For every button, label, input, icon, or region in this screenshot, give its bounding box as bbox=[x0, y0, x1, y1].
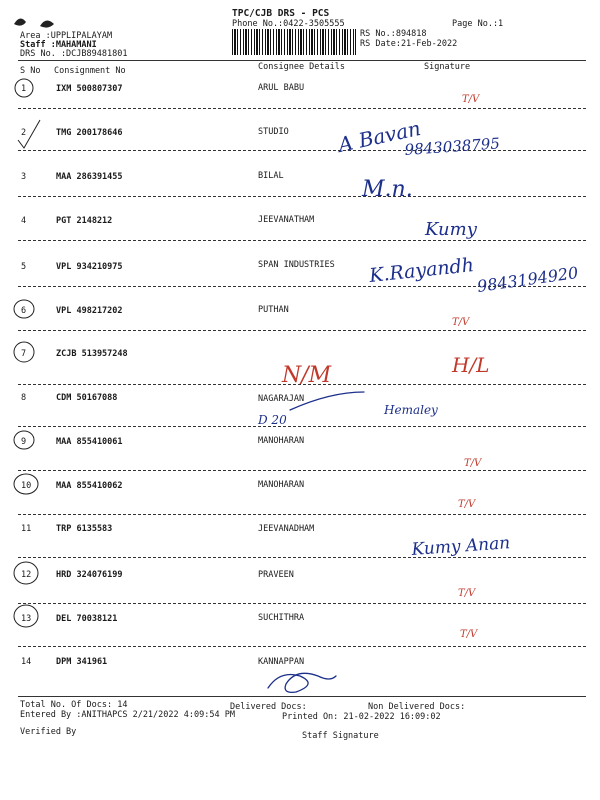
tv-mark: T/V bbox=[460, 629, 478, 640]
tv-mark: T/V bbox=[452, 317, 470, 328]
non-delivered-docs: Non Delivered Docs: bbox=[368, 702, 466, 712]
row-sno: 5 bbox=[21, 262, 27, 272]
delivered-docs: Delivered Docs: bbox=[230, 702, 307, 712]
tv-mark: T/V bbox=[462, 94, 480, 105]
row-consignment: TRP 6135583 bbox=[56, 524, 113, 534]
row-consignee: JEEVANATHAM bbox=[258, 215, 315, 225]
row-sno: 6 bbox=[21, 306, 27, 316]
row-consignment: MAA 855410061 bbox=[56, 437, 123, 447]
row-consignee: PUTHAN bbox=[258, 305, 289, 315]
row-consignee: SUCHITHRA bbox=[258, 613, 305, 623]
row-consignee: BILAL bbox=[258, 171, 284, 181]
remark-row-7-left: N/M bbox=[282, 363, 332, 388]
page-number: Page No.:1 bbox=[452, 19, 504, 29]
signature-row-5: K.Rayandh bbox=[368, 254, 475, 287]
row-sno: 3 bbox=[21, 172, 27, 182]
remark-row-7-right: H/L bbox=[452, 353, 490, 377]
phone-row-5: 9843194920 bbox=[475, 262, 580, 296]
tv-mark: T/V bbox=[458, 499, 476, 510]
row-sno: 10 bbox=[21, 481, 32, 491]
row-consignee: SPAN INDUSTRIES bbox=[258, 260, 335, 270]
document-title: TPC/CJB DRS - PCS bbox=[232, 8, 330, 19]
row-consignment: HRD 324076199 bbox=[56, 570, 123, 580]
row-consignment: IXM 500807307 bbox=[56, 84, 123, 94]
row-consignee: ARUL BABU bbox=[258, 83, 305, 93]
row-sno: 7 bbox=[21, 349, 27, 359]
tv-mark: T/V bbox=[458, 588, 476, 599]
row-consignee: MANOHARAN bbox=[258, 436, 305, 446]
row-circle-mark bbox=[14, 431, 34, 449]
row-sno: 9 bbox=[21, 437, 27, 447]
col-consignment: Consignment No bbox=[54, 66, 126, 76]
row-consignment: ZCJB 513957248 bbox=[56, 349, 128, 359]
rs-date: RS Date:21-Feb-2022 bbox=[360, 39, 458, 49]
staff-field: Staff :MAHAMANI bbox=[20, 40, 97, 50]
row-sno: 1 bbox=[21, 84, 27, 94]
signature-row-8: Hemaley bbox=[384, 403, 438, 417]
row-circle-mark bbox=[15, 79, 33, 97]
area-field: Area :UPPLIPALAYAM bbox=[20, 31, 113, 41]
date-row-8: D 20 bbox=[258, 413, 287, 427]
row-sno: 13 bbox=[21, 614, 32, 624]
row-consignment: VPL 498217202 bbox=[56, 306, 123, 316]
verified-by: Verified By bbox=[20, 727, 77, 737]
total-docs: Total No. Of Docs: 14 bbox=[20, 700, 128, 710]
row-consignee: PRAVEEN bbox=[258, 570, 294, 580]
signature-row-3: M.n. bbox=[362, 177, 413, 202]
row-circle-mark bbox=[14, 342, 34, 362]
pen-stroke bbox=[290, 392, 364, 410]
row-circle-mark bbox=[14, 474, 38, 494]
row-sno: 11 bbox=[21, 524, 32, 534]
staff-signature-label: Staff Signature bbox=[302, 731, 379, 741]
col-signature: Signature bbox=[424, 62, 471, 72]
signature-row-14 bbox=[268, 673, 336, 692]
row-consignment: DPM 341961 bbox=[56, 657, 108, 667]
signature-row-4: Kumy bbox=[425, 219, 477, 240]
tv-mark: T/V bbox=[464, 458, 482, 469]
row-circle-mark bbox=[14, 605, 38, 627]
row-sno: 12 bbox=[21, 570, 32, 580]
row-consignment: MAA 855410062 bbox=[56, 481, 123, 491]
row-circle-mark bbox=[14, 562, 38, 584]
signature-row-2: A Bavan bbox=[336, 116, 423, 157]
check-icon bbox=[18, 120, 40, 148]
row-consignee: NAGARAJAN bbox=[258, 394, 305, 404]
drs-number: DRS No. :DCJB89481801 bbox=[20, 49, 128, 59]
col-consignee: Consignee Details bbox=[258, 62, 345, 72]
row-consignee: JEEVANADHAM bbox=[258, 524, 315, 534]
row-consignment: TMG 200178646 bbox=[56, 128, 123, 138]
phone-row-2: 9843038795 bbox=[404, 134, 501, 159]
row-sno: 4 bbox=[21, 216, 27, 226]
signature-row-11: Kumy Anan bbox=[410, 533, 511, 560]
row-consignment: CDM 50167088 bbox=[56, 393, 118, 403]
row-sno: 8 bbox=[21, 393, 27, 403]
row-consignment: PGT 2148212 bbox=[56, 216, 113, 226]
col-sno: S No bbox=[20, 66, 41, 76]
row-circle-mark bbox=[14, 300, 34, 318]
row-consignment: MAA 286391455 bbox=[56, 172, 123, 182]
phone-number: Phone No.:0422-3505555 bbox=[232, 19, 345, 29]
row-consignee: STUDIO bbox=[258, 127, 289, 137]
row-sno: 2 bbox=[21, 128, 27, 138]
row-sno: 14 bbox=[21, 657, 32, 667]
rs-number: RS No.:894818 bbox=[360, 29, 427, 39]
entered-by: Entered By :ANITHAPCS 2/21/2022 4:09:54 PM bbox=[20, 710, 235, 720]
printed-on: Printed On: 21-02-2022 16:09:02 bbox=[282, 712, 441, 722]
row-consignment: DEL 70038121 bbox=[56, 614, 118, 624]
row-consignment: VPL 934210975 bbox=[56, 262, 123, 272]
row-consignee: MANOHARAN bbox=[258, 480, 305, 490]
row-consignee: KANNAPPAN bbox=[258, 657, 305, 667]
